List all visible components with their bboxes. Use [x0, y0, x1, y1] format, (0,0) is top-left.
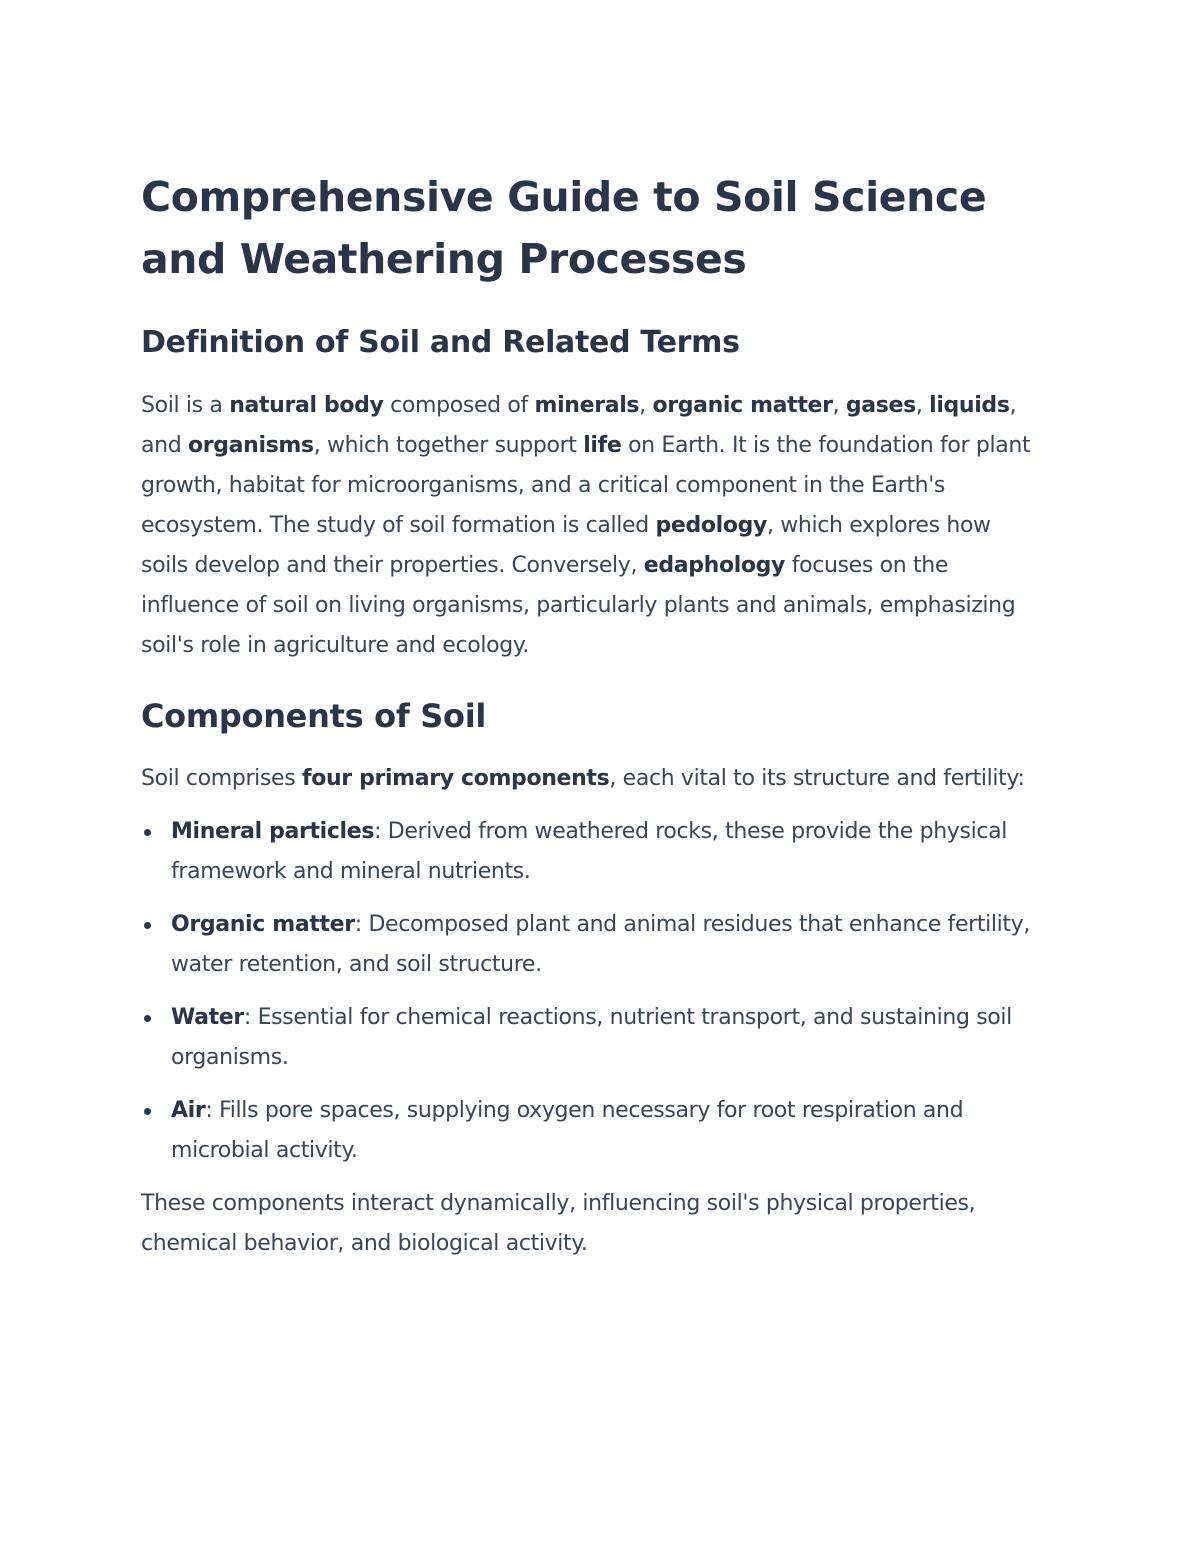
section-heading-definition: Definition of Soil and Related Terms: [141, 325, 740, 360]
bullet-icon: [144, 829, 151, 836]
components-list: [141, 812, 1041, 1171]
text-run: focuses on the influence of soil on living organisms, particularly plants and animals, emphasizing soil's role in agriculture and ecology.: [141, 553, 1016, 658]
text-run: , each vital to its structure and fertility:: [609, 766, 1025, 791]
text-run: ,: [832, 393, 846, 418]
list-item-term: Water: [171, 1005, 244, 1030]
bullet-icon: [144, 922, 151, 929]
text-run: Soil is a: [141, 393, 230, 418]
section-heading-components: Components of Soil: [141, 697, 487, 735]
bold-term: organisms: [187, 433, 314, 458]
bullet-icon: [144, 1108, 151, 1115]
definition-paragraph: [141, 386, 1041, 666]
list-item: [141, 812, 1041, 892]
bullet-icon: [144, 1015, 151, 1022]
bold-term: pedology: [655, 513, 767, 538]
components-closing: These components interact dynamically, influencing soil's physical properties, chemical behavior, and biological activity.: [141, 1191, 976, 1256]
list-item-text: : Essential for chemical reactions, nutrient transport, and sustaining soil organisms.: [171, 1005, 1012, 1070]
text-run: , which explores how soils develop and their properties. Conversely,: [141, 513, 991, 578]
bold-term: four primary components: [301, 766, 610, 791]
bold-term: natural body: [229, 393, 384, 418]
bold-term: gases: [845, 393, 916, 418]
list-item-term: Organic matter: [171, 912, 355, 937]
list-item: [141, 998, 1041, 1078]
bold-term: organic matter: [652, 393, 833, 418]
bold-term: life: [583, 433, 622, 458]
list-item-text: : Decomposed plant and animal residues that enhance fertility, water retention, and soil structure.: [171, 912, 1030, 977]
text-run: Soil comprises: [141, 766, 302, 791]
text-run: composed of: [383, 393, 535, 418]
list-item-text: : Fills pore spaces, supplying oxygen necessary for root respiration and microbial activity.: [171, 1098, 964, 1163]
document-page: [141, 166, 1041, 1264]
bold-term: minerals: [534, 393, 640, 418]
bold-term: liquids: [929, 393, 1010, 418]
list-item-text: : Derived from weathered rocks, these provide the physical framework and mineral nutrients.: [171, 819, 1007, 884]
list-item: [141, 1091, 1041, 1171]
document-title: Comprehensive Guide to Soil Science and Weathering Processes: [141, 173, 987, 283]
list-item: [141, 905, 1041, 985]
bold-term: edaphology: [643, 553, 786, 578]
text-run: ,: [915, 393, 930, 418]
text-run: , and: [141, 393, 1017, 458]
list-item-term: Air: [171, 1098, 206, 1123]
list-item-term: Mineral particles: [171, 819, 375, 844]
text-run: , which together support: [313, 433, 584, 458]
text-run: ,: [639, 393, 653, 418]
components-intro: [141, 759, 1041, 799]
text-run: on Earth. It is the foundation for plant growth, habitat for microorganisms, and a critical component in the Earth's ecosystem. The study of soil formation is called: [141, 433, 1031, 538]
